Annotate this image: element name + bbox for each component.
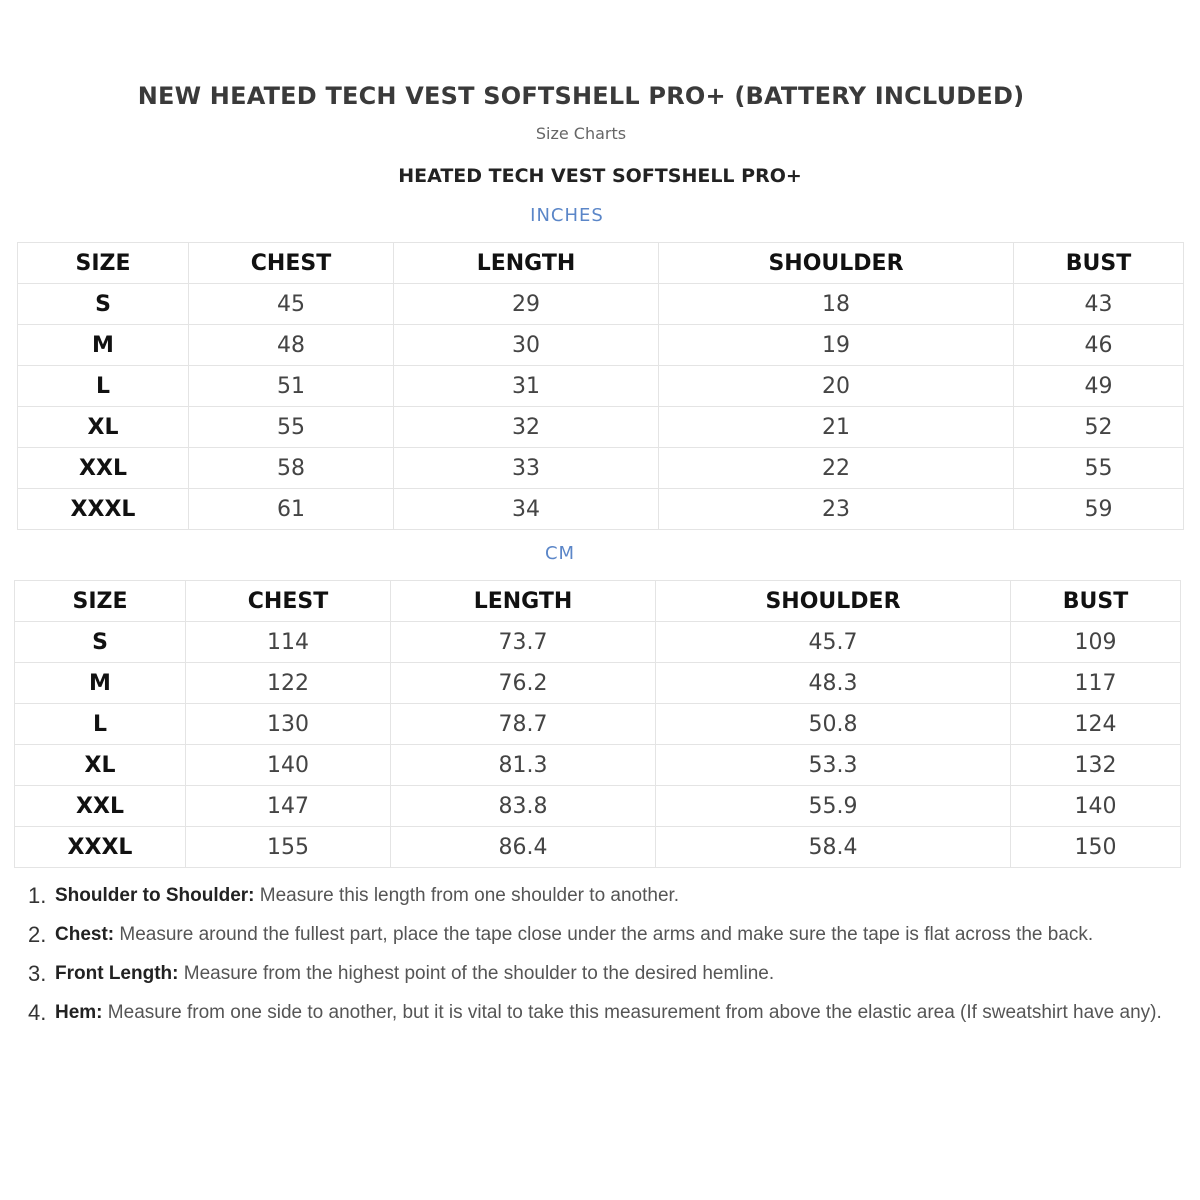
note-item [28,876,1178,915]
note-text: Measure from the highest point of the shoulder to the desired hemline. [178,963,775,984]
bust-cell: 140 [1011,786,1181,827]
table-row [18,489,1184,530]
shoulder-cell: 55.9 [656,786,1011,827]
size-cell: XXXL [15,827,186,868]
column-header: LENGTH [394,243,659,284]
note-item [28,993,1178,1032]
note-text: Measure around the fullest part, place the tape close under the arms and make sure the tape is flat across the back. [114,924,1094,945]
size-cell: XXL [15,786,186,827]
size-cell: S [18,284,189,325]
chest-cell: 114 [186,622,391,663]
size-cell: L [18,366,189,407]
length-cell: 33 [394,448,659,489]
note-item [28,954,1178,993]
column-header: SHOULDER [659,243,1014,284]
bust-cell: 117 [1011,663,1181,704]
length-cell: 81.3 [391,745,656,786]
size-cell: L [15,704,186,745]
unit-label-cm: CM [544,543,576,564]
length-cell: 31 [394,366,659,407]
bust-cell: 109 [1011,622,1181,663]
note-term: Front Length: [55,963,179,984]
chest-cell: 58 [189,448,394,489]
shoulder-cell: 18 [659,284,1014,325]
subtitle: Size Charts [535,124,627,143]
note-number: 2. [28,922,47,947]
column-header: SIZE [18,243,189,284]
size-cell: M [18,325,189,366]
bust-cell: 59 [1014,489,1184,530]
column-header: BUST [1011,581,1181,622]
bust-cell: 124 [1011,704,1181,745]
shoulder-cell: 21 [659,407,1014,448]
table-row [18,448,1184,489]
bust-cell: 150 [1011,827,1181,868]
table-row [15,704,1181,745]
bust-cell: 43 [1014,284,1184,325]
table-row [18,407,1184,448]
table-row [18,284,1184,325]
bust-cell: 132 [1011,745,1181,786]
table-row [15,786,1181,827]
size-cell: M [15,663,186,704]
table-row [18,366,1184,407]
table-row [15,745,1181,786]
length-cell: 29 [394,284,659,325]
column-header: LENGTH [391,581,656,622]
shoulder-cell: 23 [659,489,1014,530]
bust-cell: 49 [1014,366,1184,407]
chest-cell: 48 [189,325,394,366]
table-header-row [15,581,1181,622]
chest-cell: 55 [189,407,394,448]
shoulder-cell: 22 [659,448,1014,489]
size-table-cm [14,580,1181,868]
bust-cell: 52 [1014,407,1184,448]
column-header: CHEST [186,581,391,622]
note-item [28,915,1178,954]
size-cell: XXL [18,448,189,489]
length-cell: 30 [394,325,659,366]
unit-label-inches: INCHES [530,205,604,226]
note-number: 1. [28,883,47,908]
note-term: Hem: [55,1002,103,1023]
column-header: BUST [1014,243,1184,284]
table-row [15,827,1181,868]
note-number: 3. [28,961,47,986]
column-header: CHEST [189,243,394,284]
note-term: Shoulder to Shoulder: [55,885,255,906]
length-cell: 32 [394,407,659,448]
length-cell: 73.7 [391,622,656,663]
product-name: HEATED TECH VEST SOFTSHELL PRO+ [398,165,802,187]
length-cell: 34 [394,489,659,530]
size-table-inches [17,242,1184,530]
note-term: Chest: [55,924,115,945]
note-number: 4. [28,1000,47,1025]
shoulder-cell: 45.7 [656,622,1011,663]
size-cell: XL [18,407,189,448]
length-cell: 86.4 [391,827,656,868]
page-title: NEW HEATED TECH VEST SOFTSHELL PRO+ (BATTERY INCLUDED) [137,82,1025,110]
chest-cell: 51 [189,366,394,407]
bust-cell: 55 [1014,448,1184,489]
shoulder-cell: 58.4 [656,827,1011,868]
measurement-notes [28,876,1178,1032]
shoulder-cell: 48.3 [656,663,1011,704]
chest-cell: 45 [189,284,394,325]
chest-cell: 140 [186,745,391,786]
length-cell: 76.2 [391,663,656,704]
chest-cell: 130 [186,704,391,745]
length-cell: 78.7 [391,704,656,745]
table-row [15,663,1181,704]
size-cell: S [15,622,186,663]
column-header: SHOULDER [656,581,1011,622]
note-text: Measure this length from one shoulder to another. [254,885,680,906]
shoulder-cell: 53.3 [656,745,1011,786]
length-cell: 83.8 [391,786,656,827]
chest-cell: 147 [186,786,391,827]
size-cell: XXXL [18,489,189,530]
column-header: SIZE [15,581,186,622]
note-text: Measure from one side to another, but it is vital to take this measurement from above the elastic area (If sweatshirt have any). [102,1002,1162,1023]
shoulder-cell: 19 [659,325,1014,366]
bust-cell: 46 [1014,325,1184,366]
table-header-row [18,243,1184,284]
shoulder-cell: 20 [659,366,1014,407]
chest-cell: 155 [186,827,391,868]
table-row [18,325,1184,366]
shoulder-cell: 50.8 [656,704,1011,745]
chest-cell: 122 [186,663,391,704]
size-cell: XL [15,745,186,786]
table-row [15,622,1181,663]
chest-cell: 61 [189,489,394,530]
